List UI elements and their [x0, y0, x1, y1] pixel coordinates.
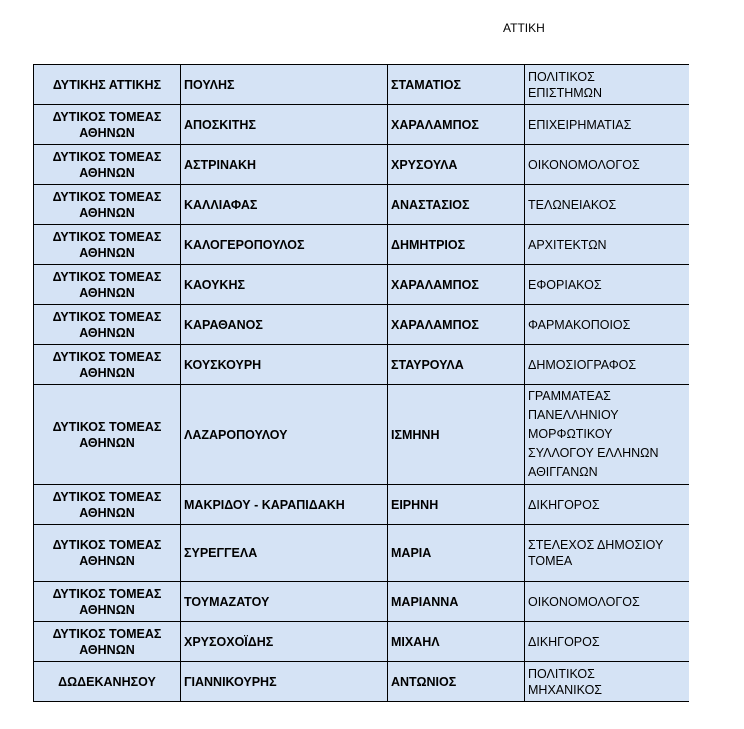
candidates-table — [33, 64, 689, 702]
profession-cell: ΟΙΚΟΝΟΜΟΛΟΓΟΣ — [525, 582, 689, 622]
table-row — [34, 485, 689, 525]
firstname-cell: ΧΡΥΣΟΥΛΑ — [388, 145, 525, 185]
table-row — [34, 225, 689, 265]
region-cell: ΔΥΤΙΚΟΣ ΤΟΜΕΑΣ ΑΘΗΝΩΝ — [34, 105, 181, 145]
region-cell: ΔΥΤΙΚΟΣ ΤΟΜΕΑΣ ΑΘΗΝΩΝ — [34, 145, 181, 185]
profession-cell: ΠΟΛΙΤΙΚΟΣ ΕΠΙΣΤΗΜΩΝ — [525, 65, 689, 105]
region-cell: ΔΥΤΙΚΟΣ ΤΟΜΕΑΣ ΑΘΗΝΩΝ — [34, 622, 181, 662]
firstname-cell: ΜΑΡΙΑ — [388, 525, 525, 582]
table-row — [34, 622, 689, 662]
table-row — [34, 265, 689, 305]
profession-cell: ΔΙΚΗΓΟΡΟΣ — [525, 485, 689, 525]
region-cell: ΔΥΤΙΚΟΣ ΤΟΜΕΑΣ ΑΘΗΝΩΝ — [34, 185, 181, 225]
table-row — [34, 185, 689, 225]
region-cell: ΔΥΤΙΚΗΣ ΑΤΤΙΚΗΣ — [34, 65, 181, 105]
surname-cell: ΠΟΥΛΗΣ — [181, 65, 388, 105]
firstname-cell: ΙΣΜΗΝΗ — [388, 385, 525, 485]
surname-cell: ΓΙΑΝΝΙΚΟΥΡΗΣ — [181, 662, 388, 702]
region-cell: ΔΥΤΙΚΟΣ ΤΟΜΕΑΣ ΑΘΗΝΩΝ — [34, 385, 181, 485]
profession-cell: ΔΙΚΗΓΟΡΟΣ — [525, 622, 689, 662]
profession-cell: ΦΑΡΜΑΚΟΠΟΙΟΣ — [525, 305, 689, 345]
region-cell: ΔΥΤΙΚΟΣ ΤΟΜΕΑΣ ΑΘΗΝΩΝ — [34, 305, 181, 345]
table-row — [34, 65, 689, 105]
table-row — [34, 385, 689, 485]
surname-cell: ΚΑΛΟΓΕΡΟΠΟΥΛΟΣ — [181, 225, 388, 265]
firstname-cell: ΣΤΑΜΑΤΙΟΣ — [388, 65, 525, 105]
table-row — [34, 345, 689, 385]
profession-cell: ΣΤΕΛΕΧΟΣ ΔΗΜΟΣΙΟΥ ΤΟΜΕΑ — [525, 525, 689, 582]
region-cell: ΔΥΤΙΚΟΣ ΤΟΜΕΑΣ ΑΘΗΝΩΝ — [34, 225, 181, 265]
surname-cell: ΛΑΖΑΡΟΠΟΥΛΟΥ — [181, 385, 388, 485]
profession-cell: ΤΕΛΩΝΕΙΑΚΟΣ — [525, 185, 689, 225]
firstname-cell: ΧΑΡΑΛΑΜΠΟΣ — [388, 305, 525, 345]
table-row — [34, 105, 689, 145]
surname-cell: ΤΟΥΜΑΖΑΤΟΥ — [181, 582, 388, 622]
firstname-cell: ΜΙΧΑΗΛ — [388, 622, 525, 662]
page-title: ΑΤΤΙΚΗ — [503, 21, 545, 35]
region-cell: ΔΥΤΙΚΟΣ ΤΟΜΕΑΣ ΑΘΗΝΩΝ — [34, 525, 181, 582]
firstname-cell: ΕΙΡΗΝΗ — [388, 485, 525, 525]
firstname-cell: ΣΤΑΥΡΟΥΛΑ — [388, 345, 525, 385]
surname-cell: ΧΡΥΣΟΧΟΪΔΗΣ — [181, 622, 388, 662]
profession-cell: ΑΡΧΙΤΕΚΤΩΝ — [525, 225, 689, 265]
surname-cell: ΚΑΟΥΚΗΣ — [181, 265, 388, 305]
firstname-cell: ΧΑΡΑΛΑΜΠΟΣ — [388, 105, 525, 145]
table-row — [34, 582, 689, 622]
surname-cell: ΚΑΡΑΘΑΝΟΣ — [181, 305, 388, 345]
region-cell: ΔΥΤΙΚΟΣ ΤΟΜΕΑΣ ΑΘΗΝΩΝ — [34, 345, 181, 385]
surname-cell: ΚΟΥΣΚΟΥΡΗ — [181, 345, 388, 385]
table-row — [34, 662, 689, 702]
region-cell: ΔΥΤΙΚΟΣ ΤΟΜΕΑΣ ΑΘΗΝΩΝ — [34, 265, 181, 305]
surname-cell: ΚΑΛΛΙΑΦΑΣ — [181, 185, 388, 225]
profession-cell: ΕΦΟΡΙΑΚΟΣ — [525, 265, 689, 305]
firstname-cell: ΧΑΡΑΛΑΜΠΟΣ — [388, 265, 525, 305]
surname-cell: ΣΥΡΕΓΓΕΛΑ — [181, 525, 388, 582]
region-cell: ΔΥΤΙΚΟΣ ΤΟΜΕΑΣ ΑΘΗΝΩΝ — [34, 485, 181, 525]
firstname-cell: ΔΗΜΗΤΡΙΟΣ — [388, 225, 525, 265]
table-row — [34, 145, 689, 185]
region-cell: ΔΥΤΙΚΟΣ ΤΟΜΕΑΣ ΑΘΗΝΩΝ — [34, 582, 181, 622]
firstname-cell: ΜΑΡΙΑΝΝΑ — [388, 582, 525, 622]
surname-cell: ΑΠΟΣΚΙΤΗΣ — [181, 105, 388, 145]
region-cell: ΔΩΔΕΚΑΝΗΣΟΥ — [34, 662, 181, 702]
surname-cell: ΜΑΚΡΙΔΟΥ - ΚΑΡΑΠΙΔΑΚΗ — [181, 485, 388, 525]
table-row — [34, 305, 689, 345]
profession-cell: ΔΗΜΟΣΙΟΓΡΑΦΟΣ — [525, 345, 689, 385]
firstname-cell: ΑΝΑΣΤΑΣΙΟΣ — [388, 185, 525, 225]
profession-cell: ΟΙΚΟΝΟΜΟΛΟΓΟΣ — [525, 145, 689, 185]
profession-cell: ΕΠΙΧΕΙΡΗΜΑΤΙΑΣ — [525, 105, 689, 145]
table-row — [34, 525, 689, 582]
firstname-cell: ΑΝΤΩΝΙΟΣ — [388, 662, 525, 702]
profession-cell: ΠΟΛΙΤΙΚΟΣ ΜΗΧΑΝΙΚΟΣ — [525, 662, 689, 702]
profession-cell: ΓΡΑΜΜΑΤΕΑΣ ΠΑΝΕΛΛΗΝΙΟΥ ΜΟΡΦΩΤΙΚΟΥ ΣΥΛΛΟΓΟΥ ΕΛΛΗΝΩΝ ΑΘΙΓΓΑΝΩΝ — [525, 385, 689, 485]
surname-cell: ΑΣΤΡΙΝΑΚΗ — [181, 145, 388, 185]
